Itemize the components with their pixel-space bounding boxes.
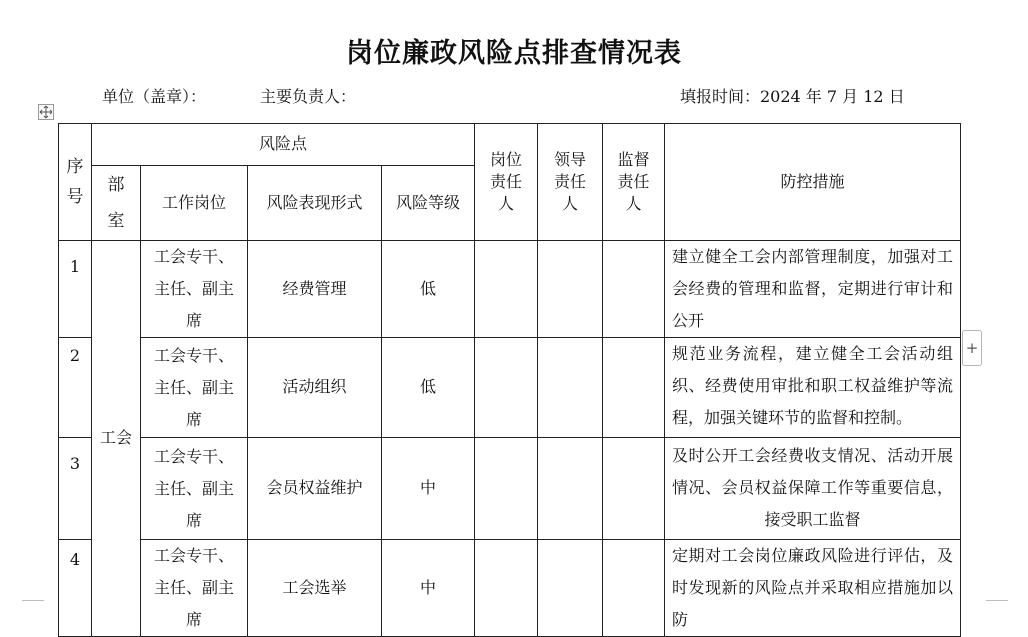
row-seq: 2 [59,338,92,438]
supervisor-responsible-label: 监督责任人 [617,150,650,213]
move-arrows-icon [39,105,53,119]
department-cell: 工会 [92,241,141,637]
risk-level-header: 风险等级 [382,166,475,241]
row-post: 工会专干、主任、副主席 [141,338,248,438]
row-post-responsible[interactable] [475,438,538,540]
row-measures-text: 定期对工会岗位廉政风险进行评估，及时发现新的风险点并采取相应措施加以防 [672,546,953,629]
add-column-button[interactable] [962,330,982,366]
leader-responsible-label: 领导责任人 [553,150,586,213]
risk-form-header: 风险表现形式 [248,166,382,241]
risk-table [58,123,961,637]
row-supervisor-responsible[interactable] [603,338,665,438]
table-row [59,540,961,637]
row-post-responsible[interactable] [475,540,538,637]
post-responsible-header [475,124,538,241]
row-leader-responsible[interactable] [538,540,603,637]
row-risk-level: 中 [382,540,475,637]
row-risk-level: 低 [382,241,475,338]
post-responsible-label: 岗位责任人 [489,150,522,213]
plus-icon: + [965,339,979,357]
row-risk-form: 经费管理 [248,241,382,338]
row-seq: 1 [59,241,92,338]
row-risk-level: 中 [382,438,475,540]
row-risk-form: 工会选举 [248,540,382,637]
table-row [59,338,961,438]
row-supervisor-responsible[interactable] [603,241,665,338]
row-measures-text: 规范业务流程，建立健全工会活动组织、经费使用审批和职工权益维护等流程，加强关键环节的监督和控制。 [672,344,953,427]
row-post-responsible[interactable] [475,241,538,338]
row-measures [665,438,961,540]
page-corner-mark-left [22,600,44,607]
row-leader-responsible[interactable] [538,438,603,540]
row-risk-level: 低 [382,338,475,438]
row-post: 工会专干、主任、副主席 [141,241,248,338]
row-post: 工会专干、主任、副主席 [141,438,248,540]
row-seq: 3 [59,438,92,540]
row-post-responsible[interactable] [475,338,538,438]
leader-responsible-header [538,124,603,241]
measures-header: 防控措施 [665,124,961,241]
row-supervisor-responsible[interactable] [603,540,665,637]
department-header-label: 部室 [107,175,125,231]
row-post: 工会专干、主任、副主席 [141,540,248,637]
row-measures [665,241,961,338]
page-corner-mark-right [986,600,1008,607]
row-supervisor-responsible[interactable] [603,438,665,540]
document-title: 岗位廉政风险点排查情况表 [346,38,682,69]
row-leader-responsible[interactable] [538,338,603,438]
table-row [59,241,961,338]
department-header [92,166,141,241]
post-header: 工作岗位 [141,166,248,241]
seq-header [59,124,92,241]
row-risk-form: 会员权益维护 [248,438,382,540]
supervisor-responsible-header [603,124,665,241]
row-leader-responsible[interactable] [538,241,603,338]
row-measures [665,338,961,438]
row-measures-text: 及时公开工会经费收支情况、活动开展情况、会员权益保障工作等重要信息，接受职工监督 [672,446,953,529]
main-leader-label: 主要负责人： [260,87,357,106]
row-seq: 4 [59,540,92,637]
row-measures [665,540,961,637]
unit-seal-label: 单位（盖章）： [102,87,207,106]
fill-date: 填报时间：2024 年 7 月 12 日 [680,87,905,106]
row-measures-text: 建立健全工会内部管理制度，加强对工会经费的管理和监督，定期进行审计和公开 [672,247,953,330]
row-risk-form: 活动组织 [248,338,382,438]
header-row-top [59,124,961,166]
seq-header-label: 序号 [66,157,84,207]
risk-point-header: 风险点 [92,124,475,166]
table-row [59,438,961,540]
table-move-handle[interactable] [38,104,54,120]
